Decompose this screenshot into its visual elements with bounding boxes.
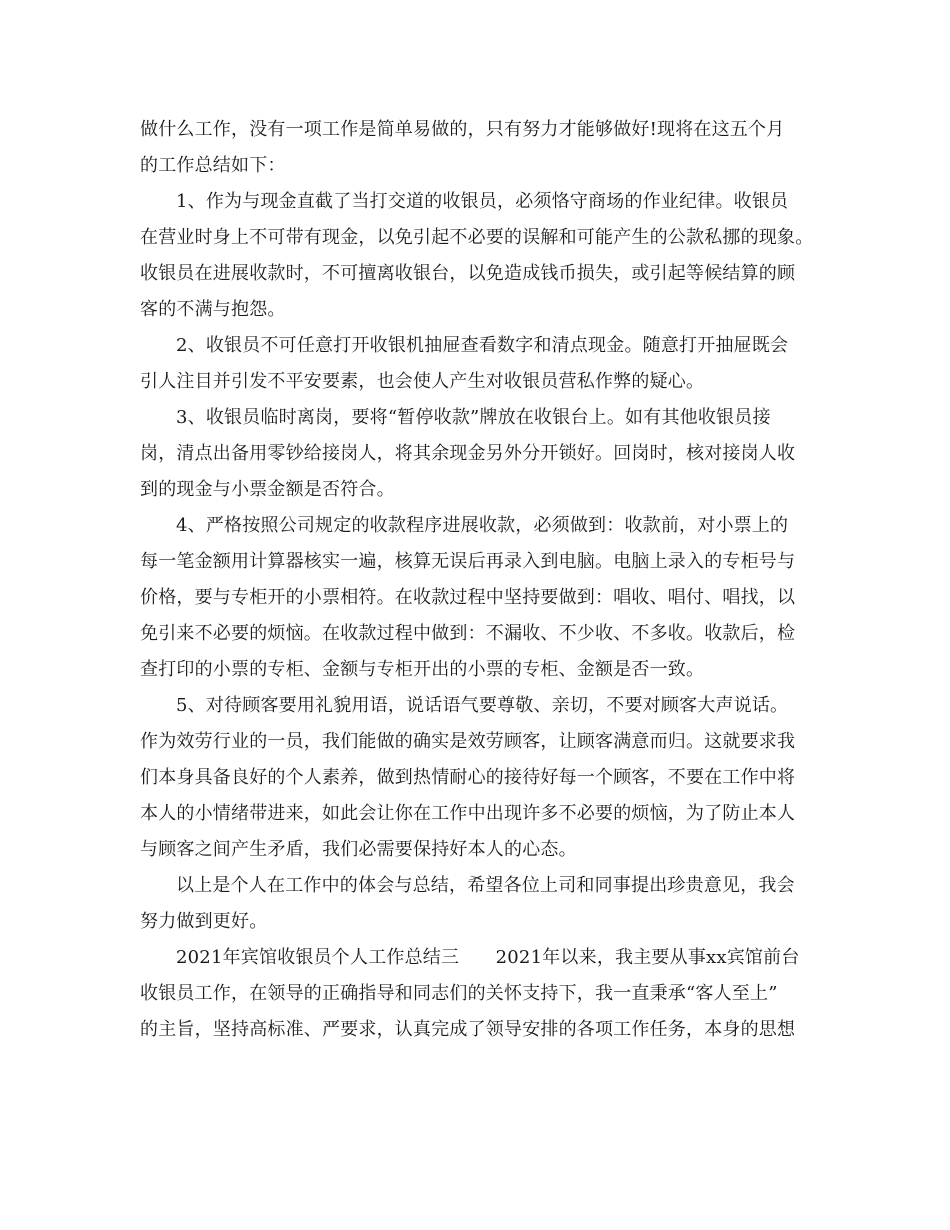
text-line: 们本身具备良好的个人素养，做到热情耐心的接待好每一个顾客，不要在工作中将 [140,767,796,788]
text-line: 5、对待顾客要用礼貌用语，说话语气要尊敬、亲切，不要对顾客大声说话。 [176,695,789,716]
text-line: 免引来不必要的烦恼。在收款过程中做到：不漏收、不少收、不多收。收款后，检 [140,623,796,644]
text-line: 到的现金与小票金额是否符合。 [140,479,395,500]
text-line: 以上是个人在工作中的体会与总结，希望各位上司和同事提出珍贵意见，我会 [176,875,795,896]
text-line: 每一笔金额用计算器核实一遍，核算无误后再录入到电脑。电脑上录入的专柜号与 [140,551,796,572]
text-line: 努力做到更好。 [140,911,268,932]
text-line: 在营业时身上不可带有现金，以免引起不必要的误解和可能产生的公款私挪的现象。 [140,227,814,248]
text-line: 收银员工作，在领导的正确指导和同志们的关怀支持下，我一直秉承“客人至上” [140,983,778,1004]
text-line: 引人注目并引发不平安要素，也会使人产生对收银员营私作弊的疑心。 [140,371,705,392]
text-line: 2021年宾馆收银员个人工作总结三 2021年以来，我主要从事xx宾馆前台 [176,947,800,968]
text-line: 价格，要与专柜开的小票相符。在收款过程中坚持要做到：唱收、唱付、唱找，以 [140,587,796,608]
text-line: 的主旨，坚持高标准、严要求，认真完成了领导安排的各项工作任务，本身的思想 [140,1019,796,1040]
text-line: 岗，清点出备用零钞给接岗人，将其余现金另外分开锁好。回岗时，核对接岗人收 [140,443,796,464]
text-line: 与顾客之间产生矛盾，我们必需要保持好本人的心态。 [140,839,577,860]
text-line: 本人的小情绪带进来，如此会让你在工作中出现许多不必要的烦恼，为了防止本人 [140,803,796,824]
text-line: 1、作为与现金直截了当打交道的收银员，必须恪守商场的作业纪律。收银员 [176,191,789,212]
text-line: 客的不满与抱怨。 [140,299,286,320]
text-line: 作为效劳行业的一员，我们能做的确实是效劳顾客，让顾客满意而归。这就要求我 [140,731,796,752]
text-line: 2、收银员不可任意打开收银机抽屉查看数字和清点现金。随意打开抽屉既会 [176,335,789,356]
text-line: 4、严格按照公司规定的收款程序进展收款，必须做到：收款前，对小票上的 [176,515,789,536]
text-line: 3、收银员临时离岗，要将“暂停收款”牌放在收银台上。如有其他收银员接 [176,407,771,428]
text-line: 收银员在进展收款时，不可擅离收银台，以免造成钱币损失，或引起等候结算的顾 [140,263,796,284]
text-line: 的工作总结如下： [140,155,286,176]
text-line: 做什么工作，没有一项工作是简单易做的，只有努力才能够做好!现将在这五个月 [140,119,785,140]
text-line: 查打印的小票的专柜、金额与专柜开出的小票的专柜、金额是否一致。 [140,659,705,680]
